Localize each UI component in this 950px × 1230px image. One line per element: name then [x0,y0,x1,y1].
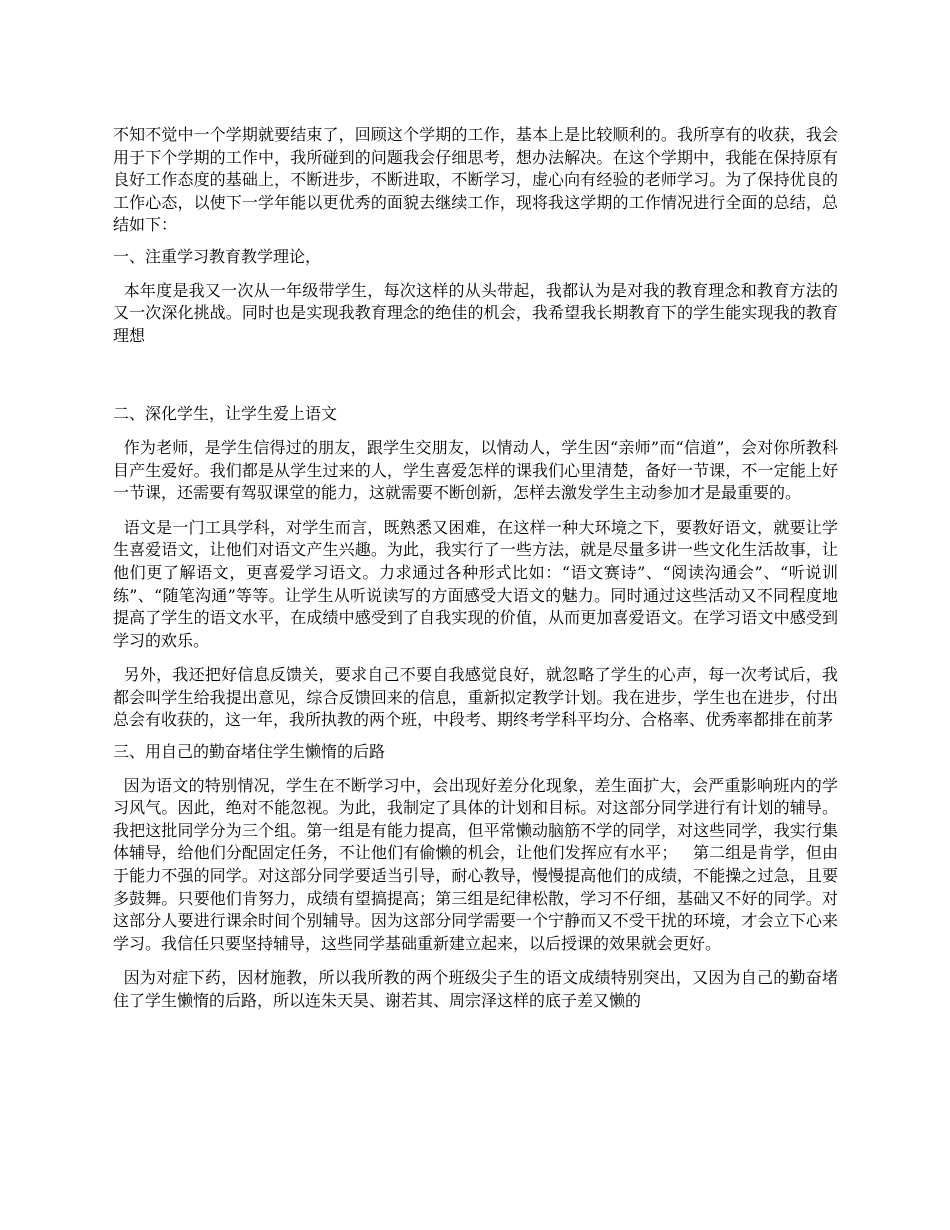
section-2-paragraph-3: 另外，我还把好信息反馈关，要求自己不要自我感觉良好，就忽略了学生的心声，每一次考试后，我都会叫学生给我提出意见，综合反馈回来的信息，重新拟定教学计划。我在进步，学生也在进步，付出总会有收获的，这一年，我所执教的两个班，中段考、期终考学科平均分、合格率、优秀率都排在前茅 [113,665,838,730]
section-1-paragraph-1: 本年度是我又一次从一年级带学生，每次这样的从头带起，我都认为是对我的教育理念和教育方法的又一次深化挑战。同时也是实现我教育理念的绝佳的机会，我希望我长期教育下的学生能实现我的教育理想 [113,280,838,345]
section-2-paragraph-2: 语文是一门工具学科，对学生而言，既熟悉又困难，在这样一种大环境之下，要教好语文，就要让学生喜爱语文，让他们对语文产生兴趣。为此，我实行了一些方法，就是尽量多讲一些文化生活故事，让他们更了解语文，更喜爱学习语文。力求通过各种形式比如：“语文赛诗”、“阅读沟通会”、“听说训练”、“随笔沟通”等等。让学生从听说读写的方面感受大语文的魅力。同时通过这些活动又不同程度地提高了学生的语文水平，在成绩中感受到了自我实现的价值，从而更加喜爱语文。在学习语文中感受到学习的欢乐。 [113,517,838,650]
section-heading-3: 三、用自己的勤奋堵住学生懒惰的后路 [113,742,386,762]
intro-paragraph: 不知不觉中一个学期就要结束了，回顾这个学期的工作，基本上是比较顺利的。我所享有的收获，我会用于下个学期的工作中，我所碰到的问题我会仔细思考，想办法解决。在这个学期中，我能在保持原有良好工作态度的基础上，不断进步，不断进取，不断学习，虚心向有经验的老师学习。为了保持优良的工作心态，以使下一学年能以更优秀的面貌去继续工作，现将我这学期的工作情况进行全面的总结，总结如下： [113,125,838,235]
section-3-paragraph-1: 因为语文的特别情况，学生在不断学习中，会出现好差分化现象，差生面扩大，会严重影响班内的学习风气。因此，绝对不能忽视。为此，我制定了具体的计划和目标。对这部分同学进行有计划的辅导。我把这批同学分为三个组。第一组是有能力提高，但平常懒动脑筋不学的同学，对这些同学，我实行集体辅导，给他们分配固定任务，不让他们有偷懒的机会，让他们发挥应有水平； 第二组是肯学，但由于能力不强的同学。对这部分同学要适当引导，耐心教导，慢慢提高他们的成绩，不能操之过急，且要多鼓舞。只要他们肯努力，成绩有望搞提高；第三组是纪律松散，学习不仔细，基础又不好的同学。对这部分人要进行课余时间个别辅导。因为这部分同学需要一个宁静而又不受干扰的环境，才会立下心来学习。我信任只要坚持辅导，这些同学基础重新建立起来，以后授课的效果就会更好。 [113,775,838,953]
section-heading-2: 二、深化学生，让学生爱上语文 [113,404,338,424]
section-2-paragraph-1: 作为老师，是学生信得过的朋友，跟学生交朋友，以情动人，学生因“亲师”而“信道”，会对你所教科目产生爱好。我们都是从学生过来的人，学生喜爱怎样的课我们心里清楚，备好一节课，不一定能上好一节课，还需要有驾驭课堂的能力，这就需要不断创新，怎样去激发学生主动参加才是最重要的。 [113,437,838,503]
section-heading-1: 一、注重学习教育教学理论， [113,246,322,266]
document-page [113,124,838,1013]
section-3-paragraph-2: 因为对症下药，因材施教，所以我所教的两个班级尖子生的语文成绩特别突出，又因为自己的勤奋堵住了学生懒惰的后路，所以连朱天昊、谢若其、周宗泽这样的底子差又懒的 [113,968,838,1010]
